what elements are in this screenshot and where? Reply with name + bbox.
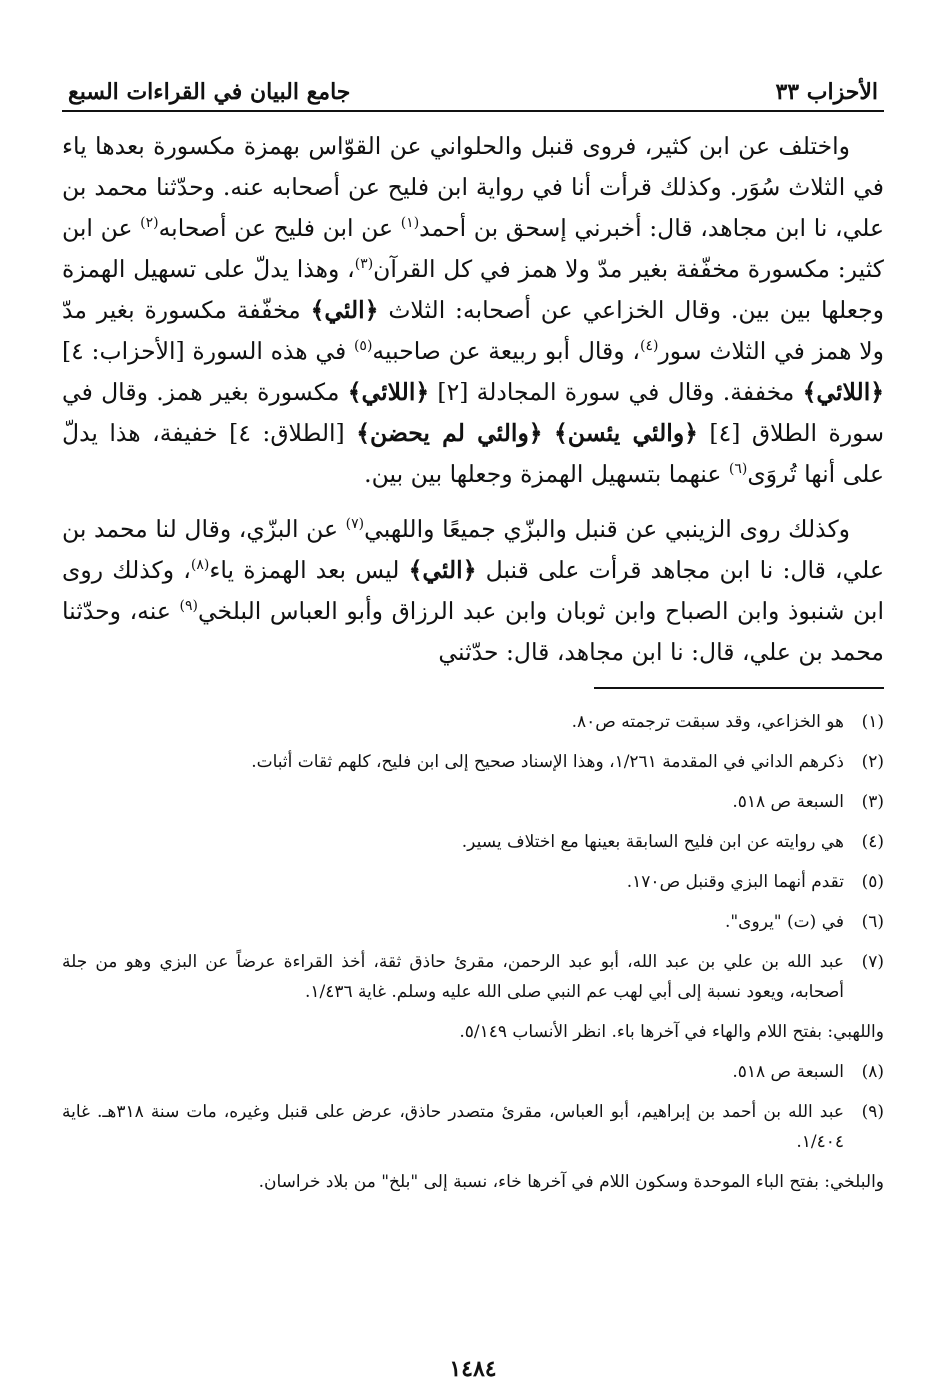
footnote-text: ذكرهم الداني في المقدمة ١/٢٦١، وهذا الإسناد صحيح إلى ابن فليح، كلهم ثقات أثبات. — [251, 752, 844, 772]
footnote-item — [62, 867, 884, 897]
footnote-text: هي روايته عن ابن فليح السابقة بعينها مع اختلاف يسير. — [461, 832, 844, 852]
text-run: في هذه السورة [الأحزاب: ٤] — [62, 337, 354, 365]
footnote-number: (٧) — [861, 952, 884, 972]
text-run: مكسورة بغير همز. وقال في سورة الطلاق [٤] — [62, 378, 885, 447]
text-run: عن البزّي، وقال لنا محمد بن علي، قال: نا ابن مجاهد قرأت على قنبل — [62, 515, 884, 584]
quran-word: ﴿اللائي﴾ — [802, 378, 885, 406]
header-rule — [62, 110, 884, 112]
footnote-ref-2[interactable]: (٢) — [140, 215, 159, 232]
footnote-ref-5[interactable]: (٥) — [353, 338, 373, 355]
footnote-number: (٨) — [861, 1062, 884, 1082]
text-run: عنهما بتسهيل الهمزة وجعلها بين بين. — [364, 460, 729, 488]
footnote-text: والبلخي: بفتح الباء الموحدة وسكون اللام في آخرها خاء، نسبة إلى "بلخ" من بلاد خراسان. — [258, 1172, 884, 1192]
footnote-continuation — [62, 1167, 884, 1197]
footnote-number: (٩) — [861, 1102, 884, 1122]
text-run: مخفّفة مكسورة بغير مدّ ولا همز في الثلاث سور — [62, 296, 884, 365]
footnote-text: هو الخزاعي، وقد سبقت ترجمته ص٨٠. — [571, 712, 844, 732]
main-text — [62, 126, 884, 673]
running-header — [62, 62, 884, 110]
text-run: عن ابن فليح عن أصحابه — [158, 214, 401, 242]
footnotes — [62, 707, 884, 1197]
quran-word: ﴿والئي يئسن﴾ — [554, 419, 698, 447]
footnote-number: (٦) — [861, 912, 884, 932]
text-run: عنه، وحدّثنا محمد بن علي، قال: نا ابن مجاهد، قال: حدّثني — [62, 597, 884, 666]
text-run: ليس بعد الهمزة ياء — [209, 556, 409, 584]
footnote-separator — [594, 687, 884, 689]
footnote-text: السبعة ص ٥١٨. — [732, 792, 844, 812]
text-run: ، وكذلك روى ابن شنبوذ وابن الصباح وابن ثوبان وابن عبد الرزاق وأبو العباس البلخي — [62, 556, 884, 625]
footnote-number: (٢) — [861, 752, 884, 772]
paragraph-1 — [62, 126, 884, 495]
text-run: واختلف عن ابن كثير، فروى قنبل والحلواني عن القوّاس بهمزة مكسورة بعدها ياء في الثلاث سُوَر. وكذلك قرأت أنا في رواية ابن فليح عن أصحابه عنه. وحدّثنا محمد بن علي، نا ابن مجاهد، قال: أخبرني إسحق بن أحمد — [62, 132, 884, 242]
footnote-ref-3[interactable]: (٣) — [354, 256, 374, 273]
footnote-number: (٥) — [861, 872, 884, 892]
footnote-ref-7[interactable]: (٧) — [345, 516, 365, 533]
footnote-number: (٤) — [861, 832, 884, 852]
footnote-number: (٣) — [861, 792, 884, 812]
quran-word: ﴿الئي﴾ — [310, 296, 379, 324]
footnote-text: السبعة ص ٥١٨. — [732, 1062, 844, 1082]
footnote-text: في (ت) "يروى". — [724, 912, 844, 932]
text-run — [543, 419, 554, 447]
quran-word: ﴿اللائي﴾ — [347, 378, 430, 406]
footnote-item — [62, 1097, 884, 1157]
footnote-text: تقدم أنهما البزي وقنبل ص١٧٠. — [626, 872, 844, 892]
text-run: ، وهذا يدلّ على تسهيل الهمزة وجعلها بين بين. وقال الخزاعي عن أصحابه: الثلاث — [62, 255, 884, 324]
quran-word: ﴿والئي لم يحضن﴾ — [356, 419, 543, 447]
footnote-item — [62, 787, 884, 817]
footnote-continuation — [62, 1017, 884, 1047]
text-run: ، وقال أبو ربيعة عن صاحبيه — [372, 337, 640, 365]
footnote-ref-6[interactable]: (٦) — [728, 461, 748, 478]
footnote-ref-1[interactable]: (١) — [400, 215, 420, 232]
footnote-ref-4[interactable]: (٤) — [639, 338, 659, 355]
footnote-item — [62, 747, 884, 777]
text-run: مخففة. وقال في سورة المجادلة [٢] — [429, 378, 803, 406]
page-number: ١٤٨٤ — [449, 1356, 497, 1382]
book-page — [62, 62, 884, 1382]
footnote-item — [62, 707, 884, 737]
footnote-ref-9[interactable]: (٩) — [179, 598, 198, 615]
footnote-item — [62, 827, 884, 857]
footnote-text: واللهبي: بفتح اللام والهاء في آخرها باء. انظر الأنساب ٥/١٤٩. — [459, 1022, 884, 1042]
quran-word: ﴿الئي﴾ — [408, 556, 477, 584]
footnote-number: (١) — [861, 712, 884, 732]
text-run: عن ابن كثير: مكسورة مخفّفة بغير مدّ ولا همز في كل القرآن — [62, 214, 884, 283]
footnote-item — [62, 947, 884, 1007]
footnote-item — [62, 907, 884, 937]
header-book-title: جامع البيان في القراءات السبع — [68, 78, 351, 105]
footnote-text: عبد الله بن علي بن عبد الله، أبو عبد الرحمن، مقرئ حاذق ثقة، أخذ القراءة عرضاً عن البزي وهو من جلة أصحابه، ويعود نسبة إلى أبي لهب عم النبي صلى الله عليه وسلم. غاية ١/٤٣٦. — [62, 952, 844, 1002]
text-run: وكذلك روى الزينبي عن قنبل والبزّي جميعًا واللهبي — [364, 515, 850, 543]
footnote-text: عبد الله بن أحمد بن إبراهيم، أبو العباس، مقرئ متصدر حاذق، عرض على قنبل وغيره، مات سنة ٣١٨هـ. غاية ١/٤٠٤. — [62, 1102, 845, 1152]
header-surah-title: الأحزاب ٣٣ — [775, 78, 878, 105]
paragraph-2 — [62, 509, 884, 673]
text-run: [الطلاق: ٤] خفيفة، هذا يدلّ على أنها تُروَى — [62, 419, 884, 488]
footnote-ref-8[interactable]: (٨) — [190, 557, 210, 574]
footnote-item — [62, 1057, 884, 1087]
